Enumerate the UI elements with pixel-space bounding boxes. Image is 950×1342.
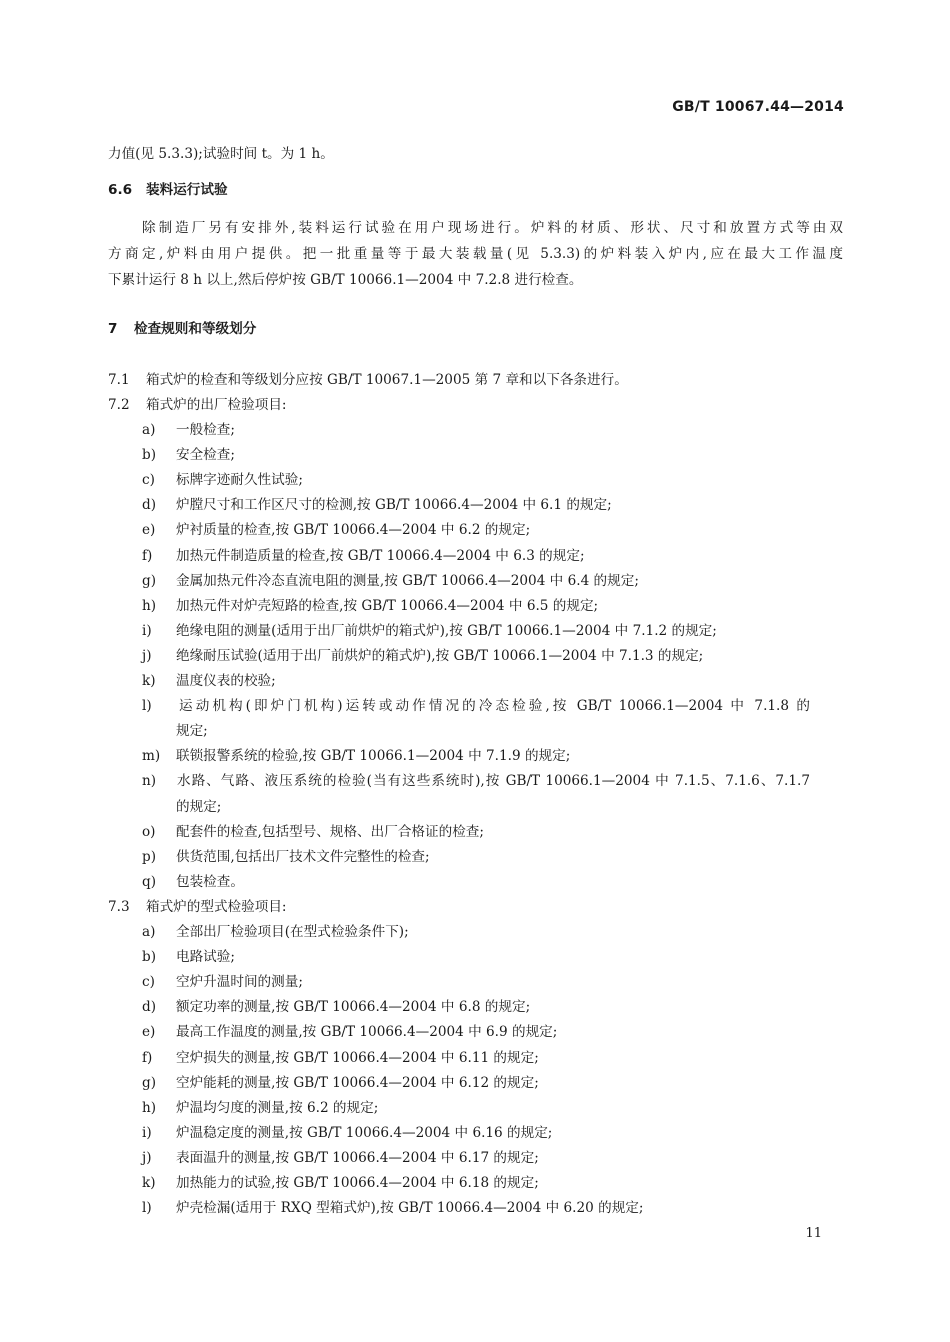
list-item-text: 炉温稳定度的测量,按 GB/T 10066.4—2004 中 6.16 的规定; bbox=[176, 1124, 553, 1141]
list-item-text: 运动机构(即炉门机构)运转或动作情况的冷态检验,按 GB/T 10066.1—2004 中 7.1.8 的 bbox=[176, 698, 810, 715]
list-item-text: 炉膛尺寸和工作区尺寸的检测,按 GB/T 10066.4—2004 中 6.1 的规定; bbox=[176, 497, 612, 514]
list-item-label: e) bbox=[142, 1024, 156, 1041]
list-item-label: n) bbox=[142, 773, 157, 790]
list-item-label: k) bbox=[142, 673, 156, 689]
list-item bbox=[142, 973, 303, 991]
clause-number: 7.2 bbox=[108, 397, 130, 413]
list-item-text: 炉衬质量的检查,按 GB/T 10066.4—2004 中 6.2 的规定; bbox=[176, 522, 531, 539]
list-item-label: i) bbox=[142, 622, 152, 639]
list-item bbox=[142, 1174, 539, 1192]
clause-text: 箱式炉的检查和等级划分应按 GB/T 10067.1—2005 第 7 章和以下各条进行。 bbox=[146, 372, 628, 388]
list-item bbox=[142, 1099, 378, 1117]
list-item bbox=[142, 647, 703, 665]
list-item-label: c) bbox=[142, 472, 155, 489]
list-item bbox=[142, 1074, 539, 1092]
list-item-label: a) bbox=[142, 422, 156, 438]
section-7-heading bbox=[108, 320, 256, 338]
list-item bbox=[142, 547, 585, 565]
list-item bbox=[142, 597, 598, 615]
list-item-label: b) bbox=[142, 447, 157, 464]
paragraph-line: 下累计运行 8 h 以上,然后停炉按 GB/T 10066.1—2004 中 7.2.8 进行检查。 bbox=[108, 272, 583, 288]
list-item-text: 包装检查。 bbox=[176, 873, 244, 890]
list-item-label: g) bbox=[142, 1074, 157, 1091]
list-item-label: h) bbox=[142, 597, 157, 614]
list-item bbox=[142, 521, 530, 539]
list-item-label: a) bbox=[142, 924, 156, 940]
page-number: 11 bbox=[805, 1226, 822, 1241]
list-item-text: 加热元件对炉壳短路的检查,按 GB/T 10066.4—2004 中 6.5 的规定; bbox=[176, 597, 599, 614]
list-item-label: j) bbox=[142, 1149, 152, 1166]
clause-text: 箱式炉的型式检验项目: bbox=[146, 899, 287, 915]
list-item bbox=[142, 848, 430, 866]
list-item-text: 供货范围,包括出厂技术文件完整性的检查; bbox=[176, 848, 430, 865]
list-item-text: 一般检查; bbox=[176, 422, 235, 438]
list-item-text: 联锁报警系统的检验,按 GB/T 10066.1—2004 中 7.1.9 的规定; bbox=[176, 748, 571, 765]
list-item bbox=[142, 446, 235, 464]
list-item-label: p) bbox=[142, 848, 157, 865]
clause-number: 7.1 bbox=[108, 372, 130, 388]
continuation-line: 力值(见 5.3.3);试验时间 t。为 1 h。 bbox=[108, 146, 334, 162]
standard-code-header: GB/T 10067.44—2014 bbox=[672, 99, 844, 115]
list-item-label: m) bbox=[142, 748, 161, 765]
section-6-6-heading bbox=[108, 181, 228, 199]
list-item bbox=[142, 1199, 643, 1217]
list-item bbox=[142, 747, 570, 765]
section-title: 检查规则和等级划分 bbox=[134, 321, 257, 337]
list-item-continuation: 规定; bbox=[176, 723, 208, 740]
list-item-text: 电路试验; bbox=[176, 949, 235, 966]
list-item-text: 空炉升温时间的测量; bbox=[176, 974, 303, 991]
list-item-text: 全部出厂检验项目(在型式检验条件下); bbox=[176, 924, 409, 940]
list-item-label: i) bbox=[142, 1124, 152, 1141]
list-item-label: g) bbox=[142, 572, 157, 589]
list-item-label: c) bbox=[142, 974, 155, 991]
list-item-label: h) bbox=[142, 1099, 157, 1116]
list-item-continuation: 的规定; bbox=[176, 798, 222, 815]
section-title: 装料运行试验 bbox=[146, 182, 228, 198]
list-item bbox=[142, 496, 612, 514]
list-item bbox=[142, 923, 409, 941]
section-number: 6.6 bbox=[108, 182, 133, 198]
list-item bbox=[142, 1049, 539, 1067]
list-item bbox=[142, 1149, 539, 1167]
list-item-text: 炉温均匀度的测量,按 6.2 的规定; bbox=[176, 1099, 379, 1116]
list-item-label: d) bbox=[142, 999, 157, 1016]
paragraph-line: 除制造厂另有安排外,装料运行试验在用户现场进行。炉料的材质、形状、尺寸和放置方式等由双 bbox=[142, 220, 843, 236]
list-item-label: l) bbox=[142, 1200, 152, 1217]
list-item-label: l) bbox=[142, 698, 152, 715]
paragraph-line: 方商定,炉料由用户提供。把一批重量等于最大装载量(见 5.3.3)的炉料装入炉内,应在最大工作温度 bbox=[108, 246, 843, 262]
list-item-text: 金属加热元件冷态直流电阻的测量,按 GB/T 10066.4—2004 中 6.4 的规定; bbox=[176, 572, 639, 589]
list-item-label: e) bbox=[142, 522, 156, 539]
clause-text: 箱式炉的出厂检验项目: bbox=[146, 397, 287, 413]
list-item bbox=[142, 873, 244, 891]
list-item bbox=[142, 948, 235, 966]
clause-7-2 bbox=[108, 396, 287, 414]
list-item bbox=[142, 697, 810, 715]
list-item-label: j) bbox=[142, 647, 152, 664]
clause-7-1 bbox=[108, 371, 628, 389]
list-item-label: q) bbox=[142, 873, 157, 890]
list-item-text: 额定功率的测量,按 GB/T 10066.4—2004 中 6.8 的规定; bbox=[176, 999, 531, 1016]
list-item-text: 空炉能耗的测量,按 GB/T 10066.4—2004 中 6.12 的规定; bbox=[176, 1074, 539, 1091]
list-item bbox=[142, 421, 235, 439]
list-item bbox=[142, 1124, 552, 1142]
list-item-label: f) bbox=[142, 547, 153, 564]
list-item-text: 温度仪表的校验; bbox=[176, 673, 276, 689]
list-item-text: 安全检查; bbox=[176, 447, 235, 464]
list-item-text: 绝缘电阻的测量(适用于出厂前烘炉的箱式炉),按 GB/T 10066.1—2004 中 7.1.2 的规定; bbox=[176, 622, 717, 639]
clause-number: 7.3 bbox=[108, 899, 130, 915]
list-item-text: 水路、气路、液压系统的检验(当有这些系统时),按 GB/T 10066.1—2004 中 7.1.5、7.1.6、7.1.7 bbox=[176, 773, 810, 790]
clause-7-3 bbox=[108, 898, 287, 916]
list-item bbox=[142, 823, 484, 841]
list-item-text: 空炉损失的测量,按 GB/T 10066.4—2004 中 6.11 的规定; bbox=[176, 1049, 539, 1066]
list-item-text: 加热能力的试验,按 GB/T 10066.4—2004 中 6.18 的规定; bbox=[176, 1175, 539, 1191]
list-item bbox=[142, 672, 276, 690]
list-item bbox=[142, 572, 639, 590]
list-item-label: b) bbox=[142, 949, 157, 966]
list-item-text: 表面温升的测量,按 GB/T 10066.4—2004 中 6.17 的规定; bbox=[176, 1149, 539, 1166]
list-item bbox=[142, 772, 810, 790]
list-item-text: 绝缘耐压试验(适用于出厂前烘炉的箱式炉),按 GB/T 10066.1—2004 中 7.1.3 的规定; bbox=[176, 647, 704, 664]
list-item-text: 标牌字迹耐久性试验; bbox=[176, 472, 303, 489]
list-item bbox=[142, 471, 303, 489]
list-item-label: o) bbox=[142, 823, 156, 840]
section-number: 7 bbox=[108, 321, 118, 337]
list-item bbox=[142, 998, 530, 1016]
list-item bbox=[142, 622, 717, 640]
list-item-label: d) bbox=[142, 497, 157, 514]
list-item-text: 配套件的检查,包括型号、规格、出厂合格证的检查; bbox=[176, 823, 484, 840]
list-item-text: 炉壳检漏(适用于 RXQ 型箱式炉),按 GB/T 10066.4—2004 中 6.20 的规定; bbox=[176, 1200, 644, 1217]
list-item-text: 加热元件制造质量的检查,按 GB/T 10066.4—2004 中 6.3 的规定; bbox=[176, 547, 585, 564]
list-item-label: k) bbox=[142, 1175, 156, 1191]
list-item-label: f) bbox=[142, 1049, 153, 1066]
list-item bbox=[142, 1023, 557, 1041]
list-item-text: 最高工作温度的测量,按 GB/T 10066.4—2004 中 6.9 的规定; bbox=[176, 1024, 558, 1041]
